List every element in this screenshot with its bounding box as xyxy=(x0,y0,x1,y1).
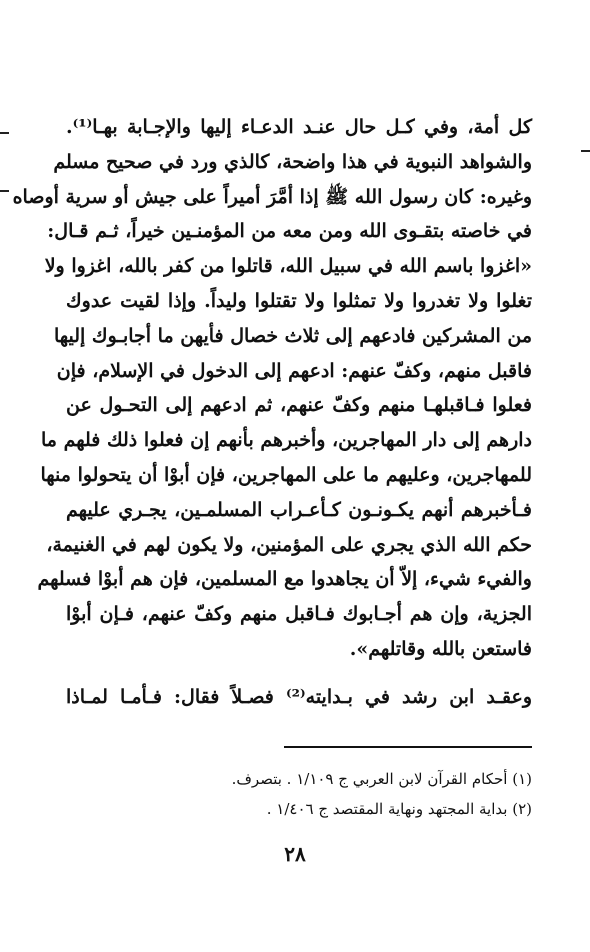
text-line: من المشركين فادعهم إلى ثلاث خصال فأيهن ما أجابـوك إليها xyxy=(53,324,532,347)
footnotes xyxy=(66,764,532,824)
page-number: ٢٨ xyxy=(284,842,306,866)
text-line: والشواهد النبوية في هذا واضحة، كالذي ورد في صحيح مسلم xyxy=(53,150,532,173)
text-line: تغلوا ولا تغدروا ولا تمثلوا ولا تقتلوا وليداً. وإذا لقيت عدوك xyxy=(66,289,532,312)
text-line: فعلوا فـاقبلهـا منهم وكفّ عنهم، ثم ادعهم إلى التحـول عن xyxy=(66,394,532,417)
left-edge-mark-bottom xyxy=(0,190,9,192)
text-line: وعقـد ابن رشد في بـدايته⁽²⁾ فصـلاً فقال: فـأمـا لمـاذا xyxy=(66,686,532,708)
main-paragraph xyxy=(12,110,532,667)
text-line: دارهم إلى دار المهاجرين، وأخبرهم بأنهم إن فعلوا ذلك فلهم ما xyxy=(41,429,532,452)
right-edge-mark xyxy=(581,150,590,152)
footnote-1: (١) أحكام القرآن لابن العربي ج ١/١٠٩ . بتصرف. xyxy=(231,770,532,788)
second-paragraph xyxy=(66,680,532,715)
text-line: الجزية، وإن هم أجـابوك فـاقبل منهم وكفّ عنهم، فـإن أبوْا xyxy=(66,603,532,626)
footnote-separator xyxy=(284,746,532,748)
left-edge-mark-top xyxy=(0,132,9,134)
text-line: فاقبل منهم، وكفّ عنهم: ادعهم إلى الدخول في الإسلام، فإن xyxy=(56,359,532,382)
text-line: والفيء شيء، إلاّ أن يجاهدوا مع المسلمين، فإن هم أبوْا فسلهم xyxy=(37,568,532,591)
text-line: فـأخبرهم أنهم يكـونـون كـأعـراب المسلمـين، يجـري عليهم xyxy=(66,498,532,521)
text-line: للمهاجرين، وعليهم ما على المهاجرين، فإن أبوْا أن يتحولوا منها xyxy=(40,463,532,486)
text-line: في خاصته بتقـوى الله ومن معه من المؤمنـين خيراً، ثـم قـال: xyxy=(47,220,532,243)
text-line: وغيره: كان رسول الله ﷺ إذا أمَّرَ أميراً على جيش أو سرية أوصاه xyxy=(12,185,532,208)
text-line: «اغزوا باسم الله في سبيل الله، قاتلوا من كفر بالله، اغزوا ولا xyxy=(44,255,532,278)
text-line: فاستعن بالله وقاتلهم». xyxy=(349,637,532,660)
text-line: حكم الله الذي يجري على المؤمنين، ولا يكون لهم في الغنيمة، xyxy=(46,533,532,556)
footnote-2: (٢) بداية المجتهد ونهاية المقتصد ج ١/٤٠٦ . xyxy=(266,800,532,818)
text-line: كل أمة، وفي كـل حال عنـد الدعـاء إليها والإجـابة بهـا⁽¹⁾. xyxy=(66,116,532,138)
